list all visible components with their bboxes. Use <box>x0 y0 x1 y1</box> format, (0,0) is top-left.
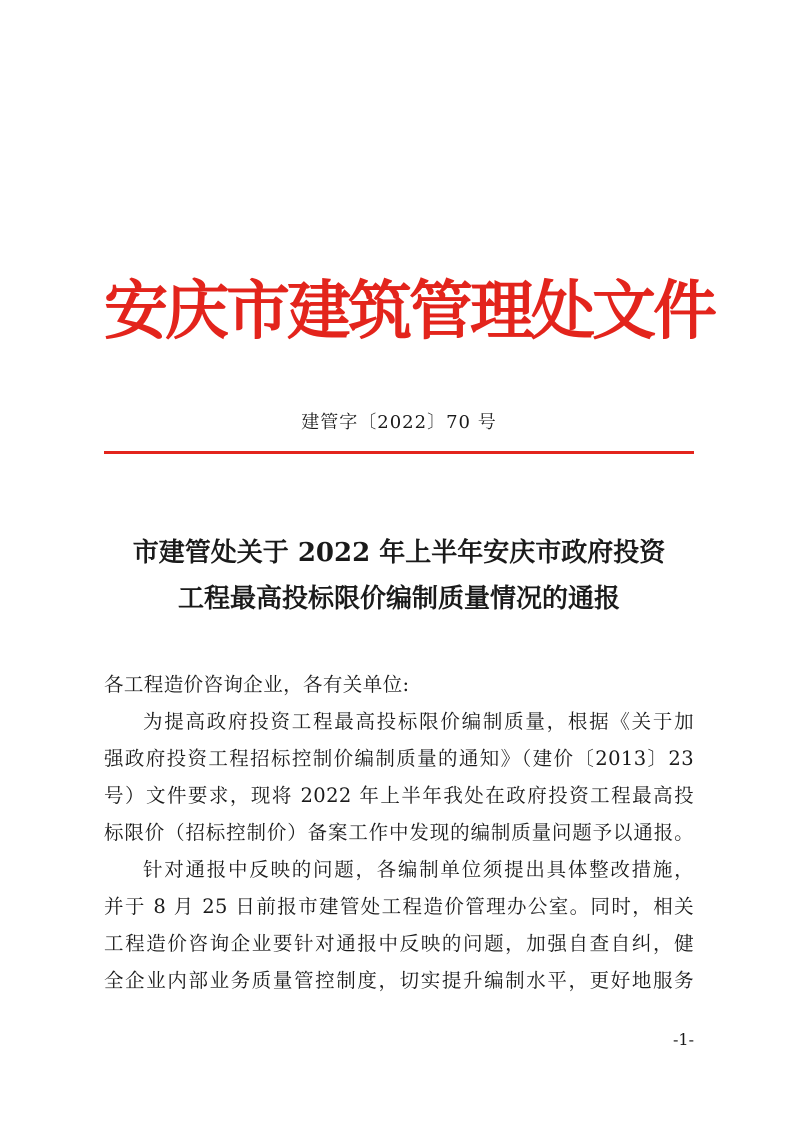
body-line-7: 工程造价咨询企业要针对通报中反映的问题，加强自查自纠，健 <box>104 932 694 955</box>
body-line-8: 全企业内部业务质量管控制度，切实提升编制水平，更好地服务 <box>104 969 694 992</box>
document-number: 建管字〔2022〕70 号 <box>301 412 497 433</box>
salutation: 各工程造价咨询企业，各有关单位: <box>104 673 410 696</box>
body-line-4: 标限价（招标控制价）备案工作中发现的编制质量问题予以通报。 <box>104 821 694 844</box>
body-line-3: 号）文件要求，现将 2022 年上半年我处在政府投资工程最高投 <box>104 784 694 807</box>
body-line-5: 针对通报中反映的问题，各编制单位须提出具体整改措施， <box>143 858 694 881</box>
red-divider-rule <box>104 451 694 454</box>
notice-title-line-1: 市建管处关于 2022 年上半年安庆市政府投资 <box>132 538 666 568</box>
notice-title-line-2: 工程最高投标限价编制质量情况的通报 <box>177 584 620 614</box>
body-line-6: 并于 8 月 25 日前报市建管处工程造价管理办公室。同时，相关 <box>104 895 694 918</box>
notice-title <box>104 530 694 622</box>
page-number: -1- <box>673 1030 694 1049</box>
body-line-2: 强政府投资工程招标控制价编制质量的通知》（建价〔2013〕23 <box>104 747 694 770</box>
body-line-1: 为提高政府投资工程最高投标限价编制质量，根据《关于加 <box>143 710 694 733</box>
agency-header-title: 安庆市建筑管理处文件 <box>104 274 714 349</box>
